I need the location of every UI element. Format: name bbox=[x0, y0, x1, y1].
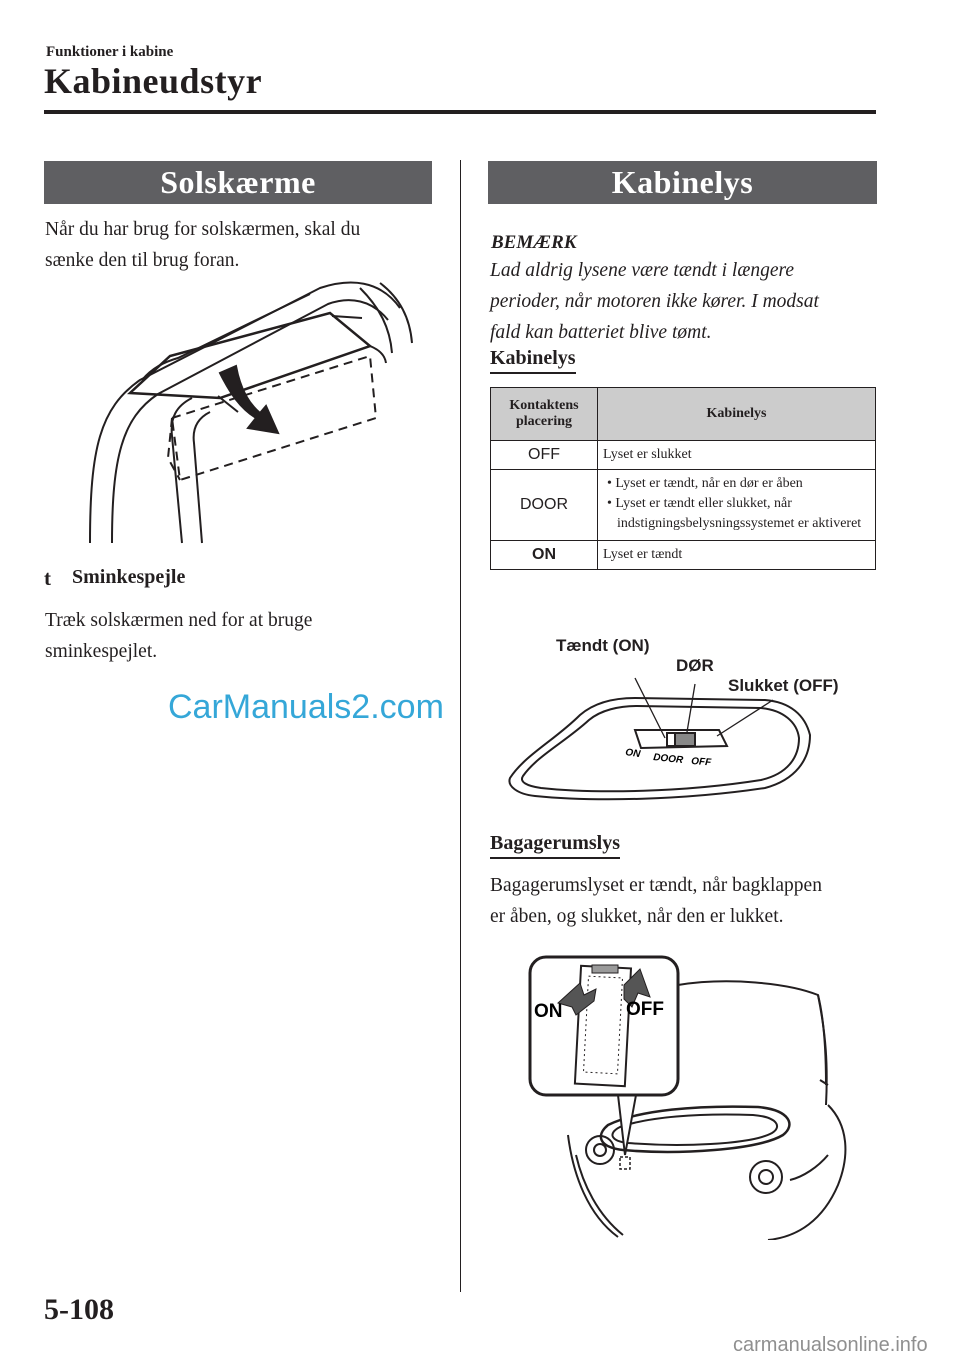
position-off: OFF bbox=[491, 441, 598, 470]
note-label: BEMÆRK bbox=[491, 232, 577, 253]
header-line: placering bbox=[516, 414, 572, 429]
header-rule bbox=[44, 110, 876, 114]
page-number: 5-108 bbox=[44, 1293, 114, 1326]
list-item: • Lyset er tændt, når en dør er åben bbox=[607, 476, 803, 491]
intro-line: Når du har brug for solskærmen, skal du bbox=[45, 219, 361, 240]
down-arrow-icon bbox=[220, 366, 278, 433]
position-door: DOOR bbox=[491, 470, 598, 541]
table-row bbox=[491, 541, 876, 570]
callout-door: DØR bbox=[676, 656, 714, 675]
switch-label-on: ON bbox=[624, 747, 641, 761]
description-on: Lyset er tændt bbox=[598, 541, 876, 570]
luggage-light-text bbox=[490, 870, 822, 932]
section-kicker: Funktioner i kabine bbox=[46, 44, 174, 60]
position-on: ON bbox=[491, 541, 598, 570]
note-line: perioder, når motoren ikke kører. I modsat bbox=[490, 291, 819, 312]
description-door bbox=[598, 470, 876, 541]
header-switch-position bbox=[491, 388, 598, 441]
luggage-line: er åben, og slukket, når den er lukket. bbox=[490, 906, 784, 927]
description-off: Lyset er slukket bbox=[598, 441, 876, 470]
table-row bbox=[491, 470, 876, 541]
cabin-light-heading: Kabinelys bbox=[490, 347, 576, 374]
vanity-mirror-text bbox=[45, 605, 312, 667]
switch-label-off: OFF bbox=[690, 756, 712, 769]
chapter-title: Kabineudstyr bbox=[44, 61, 263, 101]
vanity-mirror-heading: Sminkespejle bbox=[72, 566, 186, 588]
interior-light-banner: Kabinelys bbox=[488, 161, 877, 204]
sun-visor-banner: Solskærme bbox=[44, 161, 432, 204]
note-line: fald kan batteriet blive tømt. bbox=[490, 322, 712, 343]
intro-line: sænke den til brug foran. bbox=[45, 250, 240, 271]
note-text bbox=[490, 255, 819, 348]
switch-label-door: DOOR bbox=[652, 752, 684, 767]
trunk-label-off: OFF bbox=[626, 999, 664, 1020]
luggage-light-heading: Bagagerumslys bbox=[490, 832, 620, 859]
table-row bbox=[491, 441, 876, 470]
carmanuals-watermark[interactable]: CarManuals2.com bbox=[168, 688, 444, 726]
trunk-light-illustration bbox=[528, 955, 858, 1240]
note-line: Lad aldrig lysene være tændt i længere bbox=[490, 260, 795, 281]
column-divider bbox=[460, 160, 461, 1292]
list-item-text: Lyset er tændt, når en dør er åben bbox=[615, 476, 803, 491]
mirror-line: sminkespejlet. bbox=[45, 641, 158, 662]
list-item-text: Lyset er tændt eller slukket, når indstigningsbelysningssystemet er aktiveret bbox=[615, 496, 862, 531]
sun-visor-illustration bbox=[80, 268, 430, 548]
mirror-line: Træk solskærmen ned for at bruge bbox=[45, 610, 313, 631]
callout-off: Slukket (OFF) bbox=[728, 676, 839, 695]
list-item: • Lyset er tændt eller slukket, når indstigningsbelysningssystemet er aktiveret bbox=[607, 496, 862, 531]
trunk-label-on: ON bbox=[534, 1001, 563, 1022]
overhead-light-illustration bbox=[505, 660, 825, 810]
header-line: Kontaktens bbox=[509, 398, 579, 413]
sun-visor-intro bbox=[45, 214, 360, 276]
callout-on: Tændt (ON) bbox=[556, 636, 650, 655]
switch-position-table bbox=[490, 387, 876, 570]
mirror-bullet-icon: t bbox=[44, 566, 51, 590]
header-interior-light: Kabinelys bbox=[598, 388, 876, 441]
luggage-line: Bagagerumslyset er tændt, når bagklappen bbox=[490, 875, 822, 896]
table-header-row bbox=[491, 388, 876, 441]
footer-watermark[interactable]: carmanualsonline.info bbox=[733, 1334, 928, 1356]
